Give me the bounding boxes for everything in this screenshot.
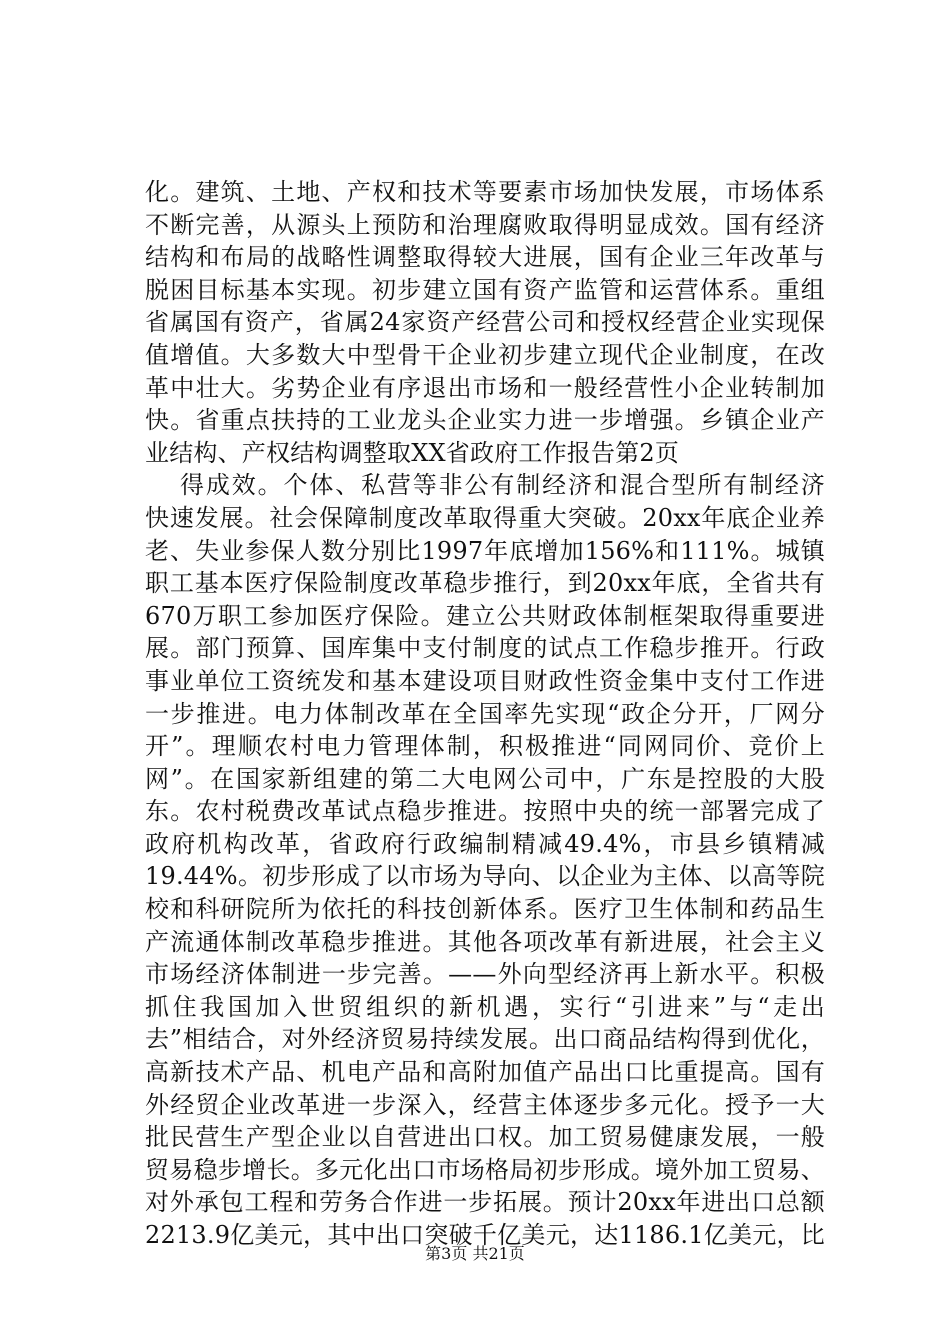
text-line: 业结构、产权结构调整取XX省政府工作报告第2页 — [145, 438, 680, 467]
text-line: 政府机构改革，省政府行政编制精减49.4%，市县乡镇精减 — [145, 829, 825, 858]
text-line: 化。建筑、土地、产权和技术等要素市场加快发展，市场体系 — [145, 178, 825, 206]
text-line: 得成效。个体、私营等非公有制经济和混合型所有制经济 — [180, 471, 825, 500]
text-line: 抓住我国加入世贸组织的新机遇，实行“引进来”与“走出 — [145, 992, 825, 1021]
text-line: 值增值。大多数大中型骨干企业初步建立现代企业制度，在改 — [145, 340, 825, 369]
text-line: 去”相结合，对外经济贸易持续发展。出口商品结构得到优化， — [145, 1025, 825, 1054]
text-line: 开”。理顺农村电力管理体制，积极推进“同网同价、竞价上 — [145, 732, 825, 761]
text-line: 事业单位工资统发和基本建设项目财政性资金集中支付工作进 — [145, 666, 825, 695]
text-line: 省属国有资产，省属24家资产经营公司和授权经营企业实现保 — [145, 308, 825, 337]
text-line: 一步推进。电力体制改革在全国率先实现“政企分开，厂网分 — [145, 699, 825, 728]
text-line: 对外承包工程和劳务合作进一步拓展。预计20xx年进出口总额 — [145, 1188, 825, 1217]
text-line: 外经贸企业改革进一步深入，经营主体逐步多元化。授予一大 — [145, 1090, 825, 1119]
body-text — [145, 176, 825, 1252]
text-line: 展。部门预算、国库集中支付制度的试点工作稳步推开。行政 — [145, 634, 825, 663]
text-line: 高新技术产品、机电产品和高附加值产品出口比重提高。国有 — [145, 1058, 825, 1087]
text-line: 快速发展。社会保障制度改革取得重大突破。20xx年底企业养 — [145, 503, 825, 532]
text-line: 校和科研院所为依托的科技创新体系。医疗卫生体制和药品生 — [145, 895, 825, 924]
text-line: 产流通体制改革稳步推进。其他各项改革有新进展，社会主义 — [145, 927, 825, 956]
page-footer: 第3页 共21页 — [425, 1244, 525, 1263]
text-line: 职工基本医疗保险制度改革稳步推行，到20xx年底，全省共有 — [145, 569, 825, 598]
text-line: 网”。在国家新组建的第二大电网公司中，广东是控股的大股 — [145, 764, 825, 793]
text-line: 19.44%。初步形成了以市场为导向、以企业为主体、以高等院 — [145, 862, 825, 891]
text-line: 市场经济体制进一步完善。——外向型经济再上新水平。积极 — [145, 960, 825, 989]
text-line: 快。省重点扶持的工业龙头企业实力进一步增强。乡镇企业产 — [145, 406, 825, 435]
text-line: 脱困目标基本实现。初步建立国有资产监管和运营体系。重组 — [145, 275, 825, 304]
text-line: 结构和布局的战略性调整取得较大进展，国有企业三年改革与 — [145, 243, 825, 272]
text-line: 670万职工参加医疗保险。建立公共财政体制框架取得重要进 — [145, 601, 825, 630]
text-line: 老、失业参保人数分别比1997年底增加156%和111%。城镇 — [145, 536, 825, 565]
text-line: 批民营生产型企业以自营进出口权。加工贸易健康发展，一般 — [145, 1123, 825, 1152]
text-line: 东。农村税费改革试点稳步推进。按照中央的统一部署完成了 — [145, 797, 825, 826]
text-line: 贸易稳步增长。多元化出口市场格局初步形成。境外加工贸易、 — [145, 1155, 825, 1184]
text-line: 2213.9亿美元，其中出口突破千亿美元，达1186.1亿美元，比 — [145, 1221, 825, 1249]
text-line: 革中壮大。劣势企业有序退出市场和一般经营性小企业转制加 — [145, 373, 825, 402]
text-line: 不断完善，从源头上预防和治理腐败取得明显成效。国有经济 — [145, 210, 825, 239]
